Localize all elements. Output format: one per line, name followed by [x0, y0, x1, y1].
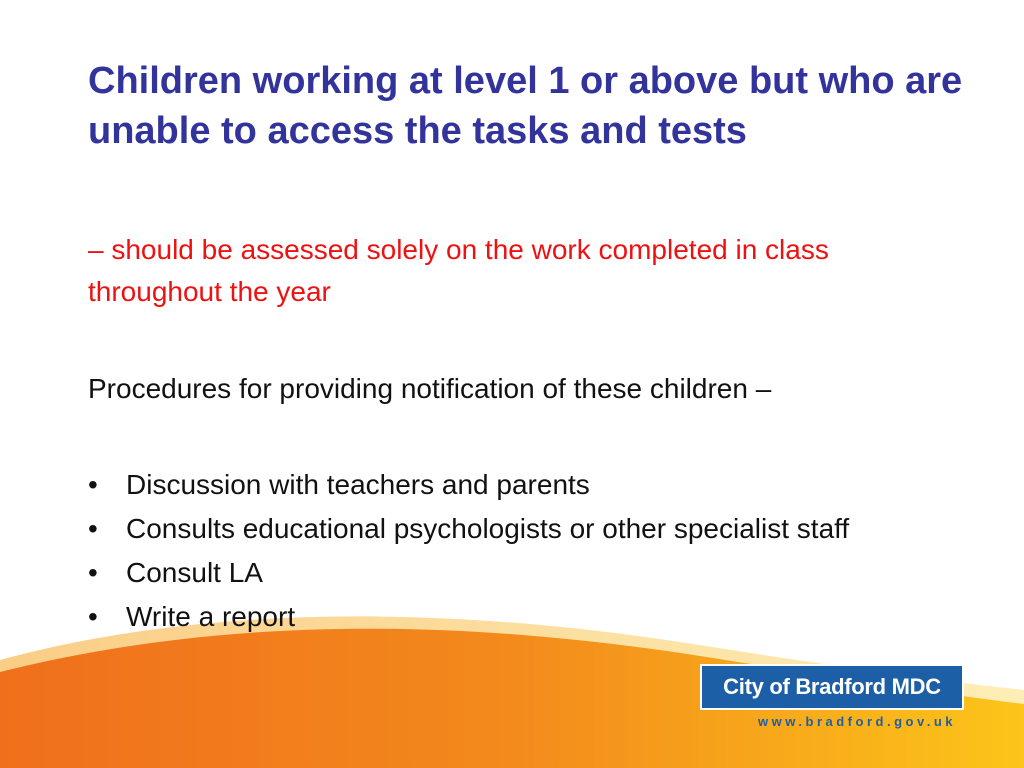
slide-title: Children working at level 1 or above but who are unable to access the tasks and tests [88, 60, 963, 152]
bullet-item [88, 466, 968, 504]
bullet-list [88, 466, 968, 642]
bullet-icon: • [88, 601, 98, 632]
slide-subtitle: – should be assessed solely on the work completed in class throughout the year [88, 234, 829, 307]
logo-name: City of Bradford MDC [700, 664, 964, 710]
bradford-council-logo [700, 664, 964, 732]
bullet-icon: • [88, 513, 98, 544]
bullet-item [88, 554, 968, 592]
bullet-item [88, 510, 968, 548]
bullet-icon: • [88, 557, 98, 588]
bullet-item [88, 598, 968, 636]
bullet-icon: • [88, 469, 98, 500]
bullet-text: Write a report [126, 601, 296, 632]
bullet-text: Consults educational psychologists or other specialist staff [126, 513, 850, 544]
bullet-text: Discussion with teachers and parents [126, 469, 590, 500]
procedures-heading: Procedures for providing notification of these children – [88, 373, 772, 404]
bullet-text: Consult LA [126, 557, 263, 588]
logo-url: www.bradford.gov.uk [758, 713, 956, 729]
